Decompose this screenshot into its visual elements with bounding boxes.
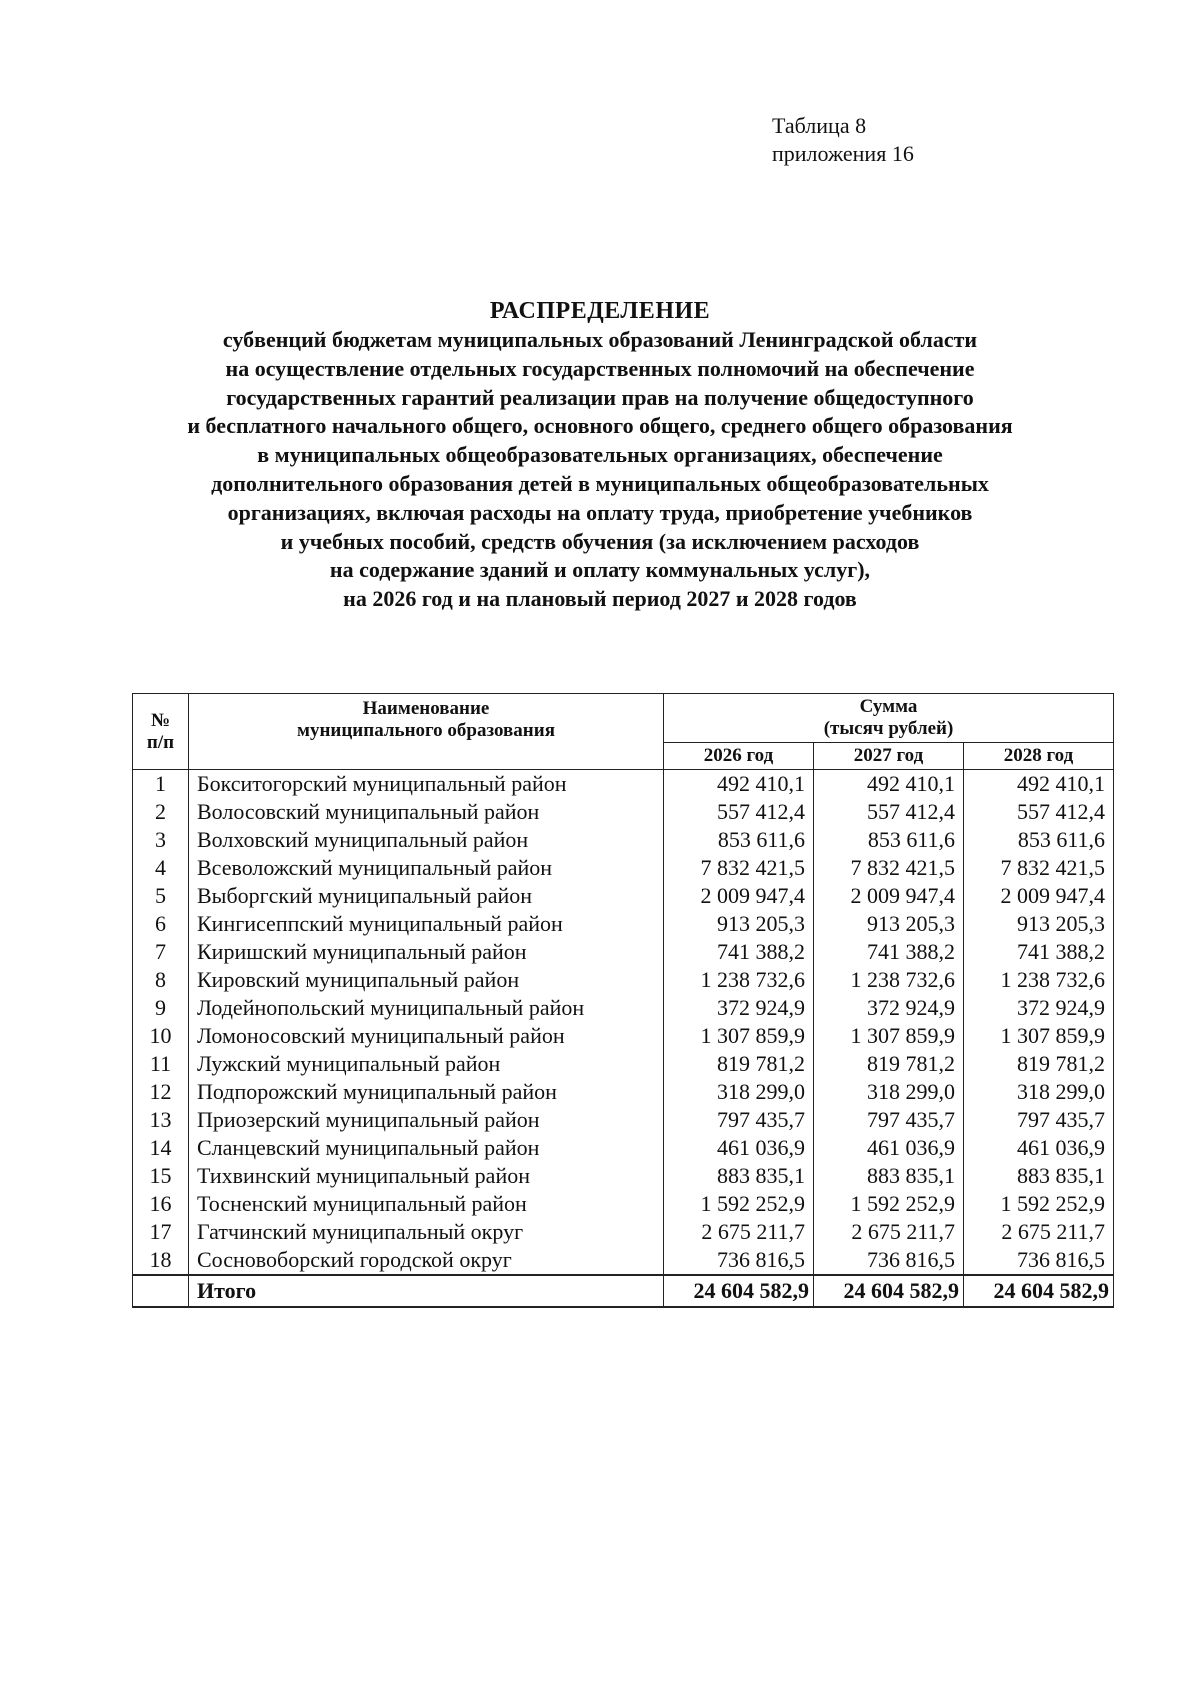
table-reference bbox=[772, 112, 914, 168]
header-name bbox=[189, 694, 664, 770]
title-line: на 2026 год и на плановый период 2027 и 2028 годов bbox=[343, 586, 857, 612]
table-row bbox=[133, 798, 1114, 826]
row-value-2027: 7 832 421,5 bbox=[814, 854, 964, 882]
table-total bbox=[133, 1275, 1114, 1307]
row-name: Тосненский муниципальный район bbox=[189, 1190, 664, 1218]
row-name: Ломоносовский муниципальный район bbox=[189, 1022, 664, 1050]
row-value-2028: 913 205,3 bbox=[964, 910, 1114, 938]
row-number: 4 bbox=[133, 854, 189, 882]
row-value-2028: 797 435,7 bbox=[964, 1106, 1114, 1134]
table-row bbox=[133, 770, 1114, 799]
row-value-2026: 461 036,9 bbox=[664, 1134, 814, 1162]
row-number: 8 bbox=[133, 966, 189, 994]
row-name: Гатчинский муниципальный округ bbox=[189, 1218, 664, 1246]
row-value-2026: 1 238 732,6 bbox=[664, 966, 814, 994]
row-value-2027: 492 410,1 bbox=[814, 770, 964, 799]
table-row bbox=[133, 1190, 1114, 1218]
row-value-2028: 2 675 211,7 bbox=[964, 1218, 1114, 1246]
row-name: Сосновоборский городской округ bbox=[189, 1246, 664, 1275]
header-number-line2: п/п bbox=[146, 731, 175, 753]
row-value-2026: 883 835,1 bbox=[664, 1162, 814, 1190]
header-year-2028: 2028 год bbox=[964, 743, 1114, 770]
row-number: 13 bbox=[133, 1106, 189, 1134]
row-name: Волосовский муниципальный район bbox=[189, 798, 664, 826]
row-number: 10 bbox=[133, 1022, 189, 1050]
row-value-2026: 1 307 859,9 bbox=[664, 1022, 814, 1050]
row-value-2026: 853 611,6 bbox=[664, 826, 814, 854]
table-row bbox=[133, 938, 1114, 966]
header-sum-line1: Сумма bbox=[859, 696, 918, 717]
title-line: государственных гарантий реализации прав на получение общедоступного bbox=[226, 384, 974, 410]
row-name: Киришский муниципальный район bbox=[189, 938, 664, 966]
row-value-2028: 2 009 947,4 bbox=[964, 882, 1114, 910]
row-value-2027: 1 238 732,6 bbox=[814, 966, 964, 994]
row-name: Бокситогорский муниципальный район bbox=[189, 770, 664, 799]
total-2027: 24 604 582,9 bbox=[814, 1275, 964, 1307]
row-number: 7 bbox=[133, 938, 189, 966]
row-number: 11 bbox=[133, 1050, 189, 1078]
row-number: 3 bbox=[133, 826, 189, 854]
row-name: Сланцевский муниципальный район bbox=[189, 1134, 664, 1162]
row-value-2028: 492 410,1 bbox=[964, 770, 1114, 799]
row-value-2026: 318 299,0 bbox=[664, 1078, 814, 1106]
row-value-2027: 372 924,9 bbox=[814, 994, 964, 1022]
row-value-2026: 736 816,5 bbox=[664, 1246, 814, 1275]
row-value-2026: 2 009 947,4 bbox=[664, 882, 814, 910]
row-number: 6 bbox=[133, 910, 189, 938]
row-name: Приозерский муниципальный район bbox=[189, 1106, 664, 1134]
document-title bbox=[100, 296, 1100, 614]
row-name: Кировский муниципальный район bbox=[189, 966, 664, 994]
table-row bbox=[133, 1078, 1114, 1106]
row-value-2028: 853 611,6 bbox=[964, 826, 1114, 854]
row-name: Подпорожский муниципальный район bbox=[189, 1078, 664, 1106]
header-sum-line2: (тысяч рублей) bbox=[823, 718, 954, 739]
title-line: организациях, включая расходы на оплату труда, приобретение учебников bbox=[227, 499, 973, 525]
header-sum bbox=[664, 694, 1114, 743]
row-name: Лодейнопольский муниципальный район bbox=[189, 994, 664, 1022]
header-name-line2: муниципального образования bbox=[297, 720, 555, 741]
row-value-2028: 1 238 732,6 bbox=[964, 966, 1114, 994]
table-row bbox=[133, 854, 1114, 882]
title-main: РАСПРЕДЕЛЕНИЕ bbox=[489, 298, 711, 324]
row-number: 12 bbox=[133, 1078, 189, 1106]
row-value-2028: 318 299,0 bbox=[964, 1078, 1114, 1106]
row-value-2027: 461 036,9 bbox=[814, 1134, 964, 1162]
row-name: Тихвинский муниципальный район bbox=[189, 1162, 664, 1190]
row-value-2027: 557 412,4 bbox=[814, 798, 964, 826]
row-name: Лужский муниципальный район bbox=[189, 1050, 664, 1078]
row-value-2027: 853 611,6 bbox=[814, 826, 964, 854]
row-value-2028: 7 832 421,5 bbox=[964, 854, 1114, 882]
total-2028: 24 604 582,9 bbox=[964, 1275, 1114, 1307]
row-value-2028: 819 781,2 bbox=[964, 1050, 1114, 1078]
row-value-2028: 1 307 859,9 bbox=[964, 1022, 1114, 1050]
row-number: 5 bbox=[133, 882, 189, 910]
row-value-2026: 372 924,9 bbox=[664, 994, 814, 1022]
title-line: субвенций бюджетам муниципальных образований Ленинградской области bbox=[222, 327, 978, 352]
title-line: на осуществление отдельных государственных полномочий на обеспечение bbox=[225, 355, 975, 381]
row-number: 1 bbox=[133, 770, 189, 799]
appendix-label: приложения 16 bbox=[772, 141, 914, 166]
row-value-2026: 819 781,2 bbox=[664, 1050, 814, 1078]
row-number: 18 bbox=[133, 1246, 189, 1275]
header-number-line1: № bbox=[150, 709, 171, 731]
header-year-2026: 2026 год bbox=[664, 743, 814, 770]
row-value-2027: 2 675 211,7 bbox=[814, 1218, 964, 1246]
row-value-2027: 797 435,7 bbox=[814, 1106, 964, 1134]
row-number: 16 bbox=[133, 1190, 189, 1218]
table-row bbox=[133, 826, 1114, 854]
title-line: на содержание зданий и оплату коммунальных услуг), bbox=[329, 557, 871, 583]
title-line: в муниципальных общеобразовательных организациях, обеспечение bbox=[257, 442, 943, 468]
row-value-2026: 797 435,7 bbox=[664, 1106, 814, 1134]
table-row bbox=[133, 910, 1114, 938]
row-value-2028: 741 388,2 bbox=[964, 938, 1114, 966]
row-name: Кингисеппский муниципальный район bbox=[189, 910, 664, 938]
row-value-2027: 318 299,0 bbox=[814, 1078, 964, 1106]
row-value-2028: 372 924,9 bbox=[964, 994, 1114, 1022]
header-year-2027: 2027 год bbox=[814, 743, 964, 770]
row-value-2027: 2 009 947,4 bbox=[814, 882, 964, 910]
total-number-cell bbox=[133, 1275, 189, 1307]
title-line: дополнительного образования детей в муниципальных общеобразовательных bbox=[211, 470, 989, 496]
table-row bbox=[133, 1162, 1114, 1190]
row-value-2028: 557 412,4 bbox=[964, 798, 1114, 826]
table-row bbox=[133, 1050, 1114, 1078]
row-value-2026: 492 410,1 bbox=[664, 770, 814, 799]
table-row bbox=[133, 1134, 1114, 1162]
table-row bbox=[133, 1106, 1114, 1134]
row-number: 2 bbox=[133, 798, 189, 826]
row-value-2026: 7 832 421,5 bbox=[664, 854, 814, 882]
row-value-2026: 913 205,3 bbox=[664, 910, 814, 938]
total-2026: 24 604 582,9 bbox=[664, 1275, 814, 1307]
row-value-2026: 741 388,2 bbox=[664, 938, 814, 966]
distribution-table bbox=[132, 693, 1114, 1308]
row-number: 15 bbox=[133, 1162, 189, 1190]
row-value-2027: 819 781,2 bbox=[814, 1050, 964, 1078]
total-row bbox=[133, 1275, 1114, 1307]
table-row bbox=[133, 966, 1114, 994]
title-line: и учебных пособий, средств обучения (за исключением расходов bbox=[280, 528, 920, 554]
row-number: 17 bbox=[133, 1218, 189, 1246]
row-value-2027: 913 205,3 bbox=[814, 910, 964, 938]
header-number bbox=[133, 694, 189, 770]
row-value-2027: 883 835,1 bbox=[814, 1162, 964, 1190]
table-header bbox=[133, 694, 1114, 770]
title-line: и бесплатного начального общего, основного общего, среднего общего образования bbox=[187, 413, 1013, 439]
row-name: Выборгский муниципальный район bbox=[189, 882, 664, 910]
row-value-2027: 1 592 252,9 bbox=[814, 1190, 964, 1218]
table-body bbox=[133, 770, 1114, 1276]
row-value-2028: 883 835,1 bbox=[964, 1162, 1114, 1190]
row-value-2028: 1 592 252,9 bbox=[964, 1190, 1114, 1218]
row-value-2027: 1 307 859,9 bbox=[814, 1022, 964, 1050]
row-name: Всеволожский муниципальный район bbox=[189, 854, 664, 882]
row-number: 14 bbox=[133, 1134, 189, 1162]
table-row bbox=[133, 1022, 1114, 1050]
total-label: Итого bbox=[189, 1275, 664, 1307]
table-row bbox=[133, 994, 1114, 1022]
table-row bbox=[133, 1218, 1114, 1246]
row-value-2028: 736 816,5 bbox=[964, 1246, 1114, 1275]
row-number: 9 bbox=[133, 994, 189, 1022]
row-value-2026: 557 412,4 bbox=[664, 798, 814, 826]
row-value-2027: 741 388,2 bbox=[814, 938, 964, 966]
row-name: Волховский муниципальный район bbox=[189, 826, 664, 854]
row-value-2027: 736 816,5 bbox=[814, 1246, 964, 1275]
row-value-2026: 2 675 211,7 bbox=[664, 1218, 814, 1246]
table-number-label: Таблица 8 bbox=[772, 113, 867, 138]
header-name-line1: Наименование bbox=[362, 698, 490, 719]
table-row bbox=[133, 882, 1114, 910]
row-value-2026: 1 592 252,9 bbox=[664, 1190, 814, 1218]
table-row bbox=[133, 1246, 1114, 1275]
row-value-2028: 461 036,9 bbox=[964, 1134, 1114, 1162]
